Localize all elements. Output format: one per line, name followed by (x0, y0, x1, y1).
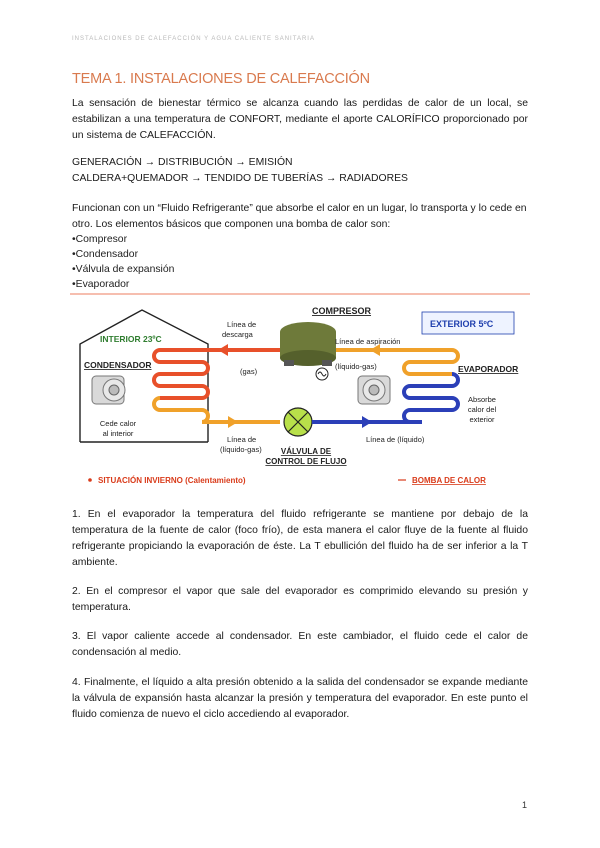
evaporator-coil (404, 350, 458, 422)
gas-label: (gas) (240, 367, 258, 376)
suction-label: Línea de aspiración (335, 337, 401, 346)
heat-pump-label: BOMBA DE CALOR (412, 476, 486, 485)
cede-calor-2: al interior (102, 429, 134, 438)
flow-line-2: CALDERA+QUEMADOR → TENDIDO DE TUBERÍAS → RADIADORES (72, 173, 408, 184)
compressor-icon (280, 322, 336, 380)
page-title: TEMA 1. INSTALACIONES DE CALEFACCIÓN (72, 71, 370, 87)
step-1: 1. En el evaporador la temperatura del fluido refrigerante se mantiene por debajo de la temperatura de la fuente de calor (foco frío), de esta manera el calor fluye de la fuente al fluido refrigerante propiciando la evaporación de éste. La T ebullición del fluido ha de ser inferior a la T ambiente. (72, 509, 528, 568)
step-3: 3. El vapor caliente accede al condensador. En este cambiador, el fluido cede el calor de condensación al medio. (72, 631, 528, 658)
legend-bullet (88, 478, 92, 482)
exterior-label: EXTERIOR 5ºC (430, 319, 494, 329)
winter-situation-label: SITUACIÓN INVIERNO (Calentamiento) (98, 476, 246, 485)
condenser-label: CONDENSADOR (84, 360, 152, 370)
valve-icon (284, 408, 312, 436)
liquid-gas-arrow (228, 416, 238, 428)
list-item: • Condensador (72, 247, 174, 262)
discharge-arrow (218, 344, 228, 356)
cede-calor-1: Cede calor (99, 419, 137, 428)
absorbe-2: calor del (467, 405, 497, 414)
suction-state-label: (líquido-gas) (335, 362, 377, 371)
list-item: • Válvula de expansión (72, 262, 174, 277)
heat-pump-intro: Funcionan con un “Fluido Refrigerante” que absorbe el calor en un lugar, lo transporta y lo cede en otro. Los elementos básicos que componen una bomba de calor son: (72, 203, 527, 230)
discharge-label-1: Línea de (227, 320, 257, 329)
valve-label-2: CONTROL DE FLUJO (265, 457, 347, 466)
liquid-arrow (362, 416, 372, 428)
step-2: 2. En el compresor el vapor que sale del evaporador es comprimido elevando su presión y temperatura. (72, 586, 528, 613)
valve-label-1: VÁLVULA DE (280, 447, 332, 456)
liquid-label: Línea de (líquido) (366, 435, 425, 444)
interior-label: INTERIOR 23ºC (100, 334, 162, 344)
list-item: • Evaporador (72, 277, 174, 292)
liquid-gas-label-1: Línea de (227, 435, 257, 444)
flow-line-1: GENERACIÓN → DISTRIBUCIÓN → EMISIÓN (72, 157, 293, 168)
page-number: 1 (522, 800, 528, 810)
intro-paragraph: La sensación de bienestar térmico se alcanza cuando las perdidas de calor de un local, se estabilizan a una temperatura de CONFORT, mediante el aporte CALORÍFICO proporcionado por un sistema de CALEFACCIÓN. (72, 98, 528, 141)
list-item: • Compresor (72, 232, 174, 247)
fan-icon (358, 376, 390, 404)
evaporator-label: EVAPORADOR (458, 364, 519, 374)
absorbe-3: exterior (469, 415, 495, 424)
running-header: INSTALACIONES DE CALEFACCIÓN Y AGUA CALIENTE SANITARIA (72, 36, 315, 42)
heat-pump-diagram (70, 292, 530, 498)
step-4: 4. Finalmente, el líquido a alta presión obtenido a la salida del condensador se expande mediante la válvula de expansión hasta alcanzar la presión y temperatura del evaporador. En este punto el fluido comienza de nuevo el ciclo accediendo al evaporador. (72, 677, 528, 720)
discharge-label-2: descarga (222, 330, 253, 339)
fan-icon (92, 376, 125, 404)
absorbe-1: Absorbe (468, 395, 496, 404)
condenser-coil (154, 350, 208, 422)
compressor-label: COMPRESOR (312, 306, 372, 316)
liquid-gas-label-2: (líquido-gas) (220, 445, 262, 454)
component-list (72, 232, 174, 292)
